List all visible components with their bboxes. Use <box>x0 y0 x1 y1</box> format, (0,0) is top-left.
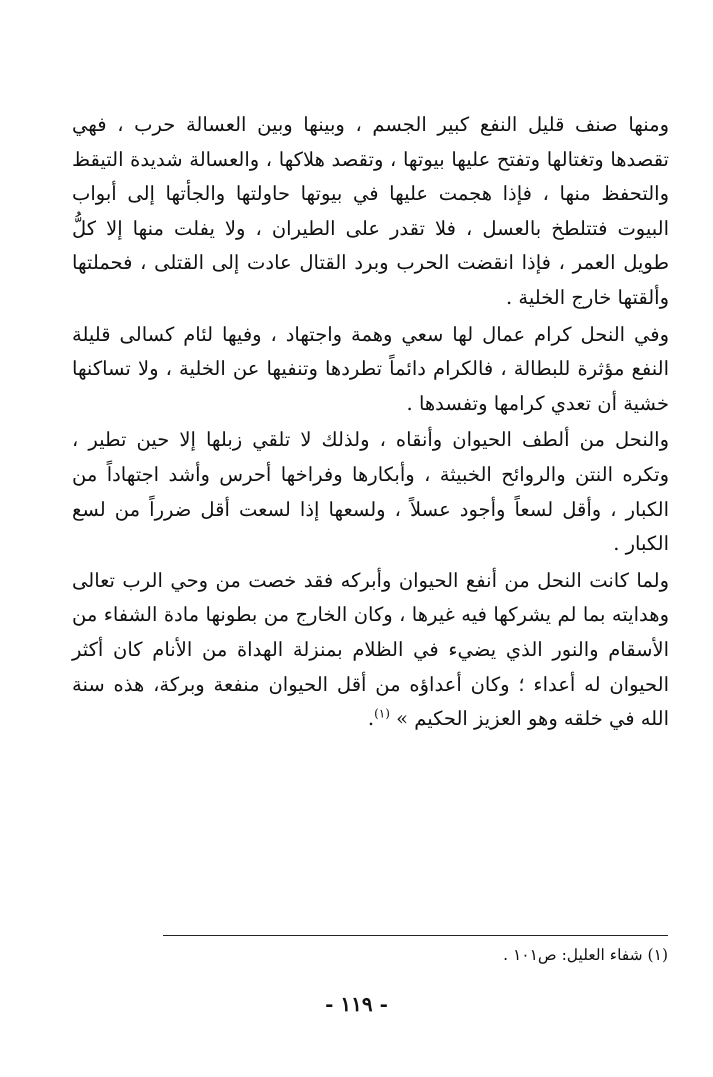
paragraph-3: والنحل من ألطف الحيوان وأنقاه ، ولذلك لا تلقي زبلها إلا حين تطير ، وتكره النتن والروائح الخبيثة ، وأبكارها وفراخها أحرس وأشد اجتهاداً من الكبار ، وأقل لسعاً وأجود عسلاً ، ولسعها إذا لسعت أقل ضرراً من لسع الكبار . <box>72 428 669 556</box>
footnote: (١) شفاء العليل: ص١٠١ . <box>503 946 668 964</box>
body-text <box>72 108 669 737</box>
paragraph-2: وفي النحل كرام عمال لها سعي وهمة واجتهاد ، وفيها لئام كسالى قليلة النفع مؤثرة للبطالة ، فالكرام دائماً تطردها وتنفيها عن الخلية ، ولا تساكنها خشية أن تعدي كرامها وتفسدها . <box>72 322 669 415</box>
footnote-reference: (١) <box>374 706 390 721</box>
final-period: . <box>367 707 375 731</box>
paragraph-4 <box>72 564 669 737</box>
footnote-divider <box>163 935 668 936</box>
paragraph-1: ومنها صنف قليل النفع كبير الجسم ، وبينها وبين العسالة حرب ، فهي تقصدها وتغتالها وتفتح عليها بيوتها ، وتقصد هلاكها ، والعسالة شديدة التيقظ والتحفظ منها ، فإذا هجمت عليها في بيوتها حاولتها والجأتها إلى أبواب البيوت فتتلطخ بالعسل ، فلا تقدر على الطيران ، ولا يفلت منها إلا كلُّ طويل العمر ، فإذا انقضت الحرب وبرد القتال عادت إلى القتلى ، فحملتها وألقتها خارج الخلية . <box>72 113 669 309</box>
paragraph-4-text: ولما كانت النحل من أنفع الحيوان وأبركه فقد خصت من وحي الرب تعالى وهدايته بما لم يشركها فيه غيرها ، وكان الخارج من بطونها مادة الشفاء من الأسقام والنور الذي يضيء في الظلام بمنزلة الهداة من الأنام كان أكثر الحيوان له أعداء ؛ وكان أعداؤه من أقل الحيوان منفعة وبركة، هذه سنة الله في خلقه وهو العزيز الحكيم » <box>72 568 669 731</box>
page-number: - ١١٩ - <box>325 992 388 1016</box>
